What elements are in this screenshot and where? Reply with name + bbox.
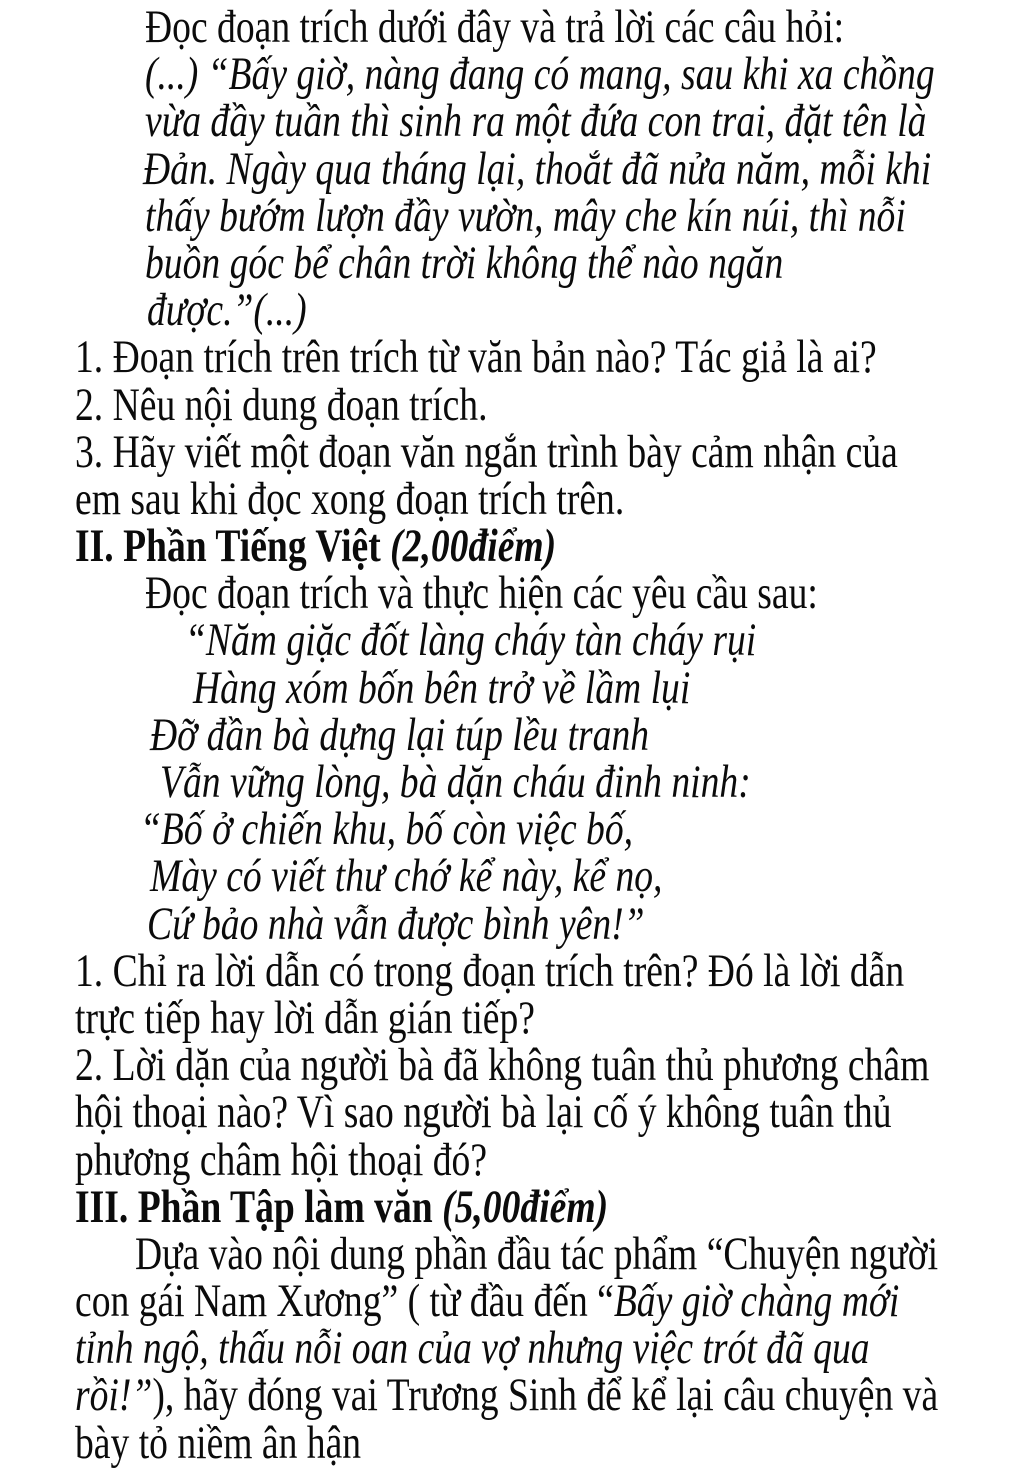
section-heading-ii (75, 520, 834, 573)
excerpt-line-2: vừa đầy tuần thì sinh ra một đứa con trai, đặt tên là (145, 95, 927, 148)
excerpt-line-1: (...) “Bấy giờ, nàng đang có mang, sau khi xa chồng (145, 48, 935, 101)
poem-line-7: Cứ bảo nhà vẫn được bình yên!” (147, 897, 645, 950)
poem-line-4: Vẫn vững lòng, bà dặn cháu đinh ninh: (160, 756, 751, 808)
essay-prompt-quoted-text: Bấy giờ chàng mới (613, 1275, 900, 1328)
essay-prompt-quote-end: rồi!” (75, 1369, 153, 1422)
question-1: 1. Đoạn trích trên trích từ văn bản nào? Tác giả là ai? (75, 331, 877, 384)
excerpt-line-3: Đản. Ngày qua tháng lại, thoắt đã nửa năm, mỗi khi (143, 142, 932, 195)
poem-line-5: “Bố ở chiến khu, bố còn việc bố, (140, 803, 634, 856)
section-iii-points: (5,00điểm) (442, 1180, 609, 1233)
section-ii-title: II. Phần Tiếng Việt (75, 520, 391, 573)
poem-line-1: “Năm giặc đốt làng cháy tàn cháy rụi (185, 614, 757, 667)
question-2: 2. Nêu nội dung đoạn trích. (75, 378, 488, 431)
poem-line-2: Hàng xóm bốn bên trở về lầm lụi (193, 661, 691, 714)
question-ii-1-continuation: trực tiếp hay lời dẫn gián tiếp? (75, 991, 535, 1044)
essay-prompt-line-1: Dựa vào nội dung phần đầu tác phẩm “Chuyện người (135, 1227, 939, 1280)
reading-prompt-1: Đọc đoạn trích dưới đây và trả lời các câu hỏi: (145, 1, 845, 53)
question-ii-2: 2. Lời dặn của người bà đã không tuân thủ phương châm (75, 1039, 930, 1092)
poem-line-6: Mày có viết thư chớ kể này, kể nọ, (150, 850, 663, 903)
question-3-continuation: em sau khi đọc xong đoạn trích trên. (75, 472, 625, 525)
question-3: 3. Hãy viết một đoạn văn ngắn trình bày cảm nhận của (75, 425, 898, 478)
excerpt-line-4: thấy bướm lượn đầy vườn, mây che kín núi, thì nỗi (145, 189, 906, 242)
essay-prompt-line-2 (75, 1275, 900, 1328)
section-ii-points: (2,00điểm) (390, 520, 557, 573)
excerpt-line-5: buồn góc bể chân trời không thể nào ngăn (145, 236, 784, 289)
reading-prompt-2: Đọc đoạn trích và thực hiện các yêu cầu sau: (145, 567, 818, 620)
essay-prompt-line-3: tỉnh ngộ, thấu nỗi oan của vợ nhưng việc trót đã qua (75, 1322, 870, 1375)
essay-prompt-line-5-clipped: bày tỏ niềm ân hận (75, 1416, 362, 1469)
essay-prompt-plain-text: con gái Nam Xương” ( từ đầu đến “ (75, 1275, 614, 1328)
essay-prompt-line-4 (75, 1369, 939, 1422)
section-heading-iii (75, 1180, 834, 1233)
section-iii-title: III. Phần Tập làm văn (75, 1180, 443, 1233)
poem-line-3: Đỡ đần bà dựng lại túp lều tranh (150, 708, 650, 761)
excerpt-line-6: được.”(...) (147, 284, 307, 337)
question-ii-2-continuation-1: hội thoại nào? Vì sao người bà lại cố ý không tuân thủ (75, 1086, 892, 1139)
essay-prompt-plain-end: ), hãy đóng vai Trương Sinh để kể lại câu chuyện và (152, 1369, 939, 1422)
question-ii-1: 1. Chỉ ra lời dẫn có trong đoạn trích trên? Đó là lời dẫn (75, 944, 905, 997)
question-ii-2-continuation-2: phương châm hội thoại đó? (75, 1133, 488, 1186)
